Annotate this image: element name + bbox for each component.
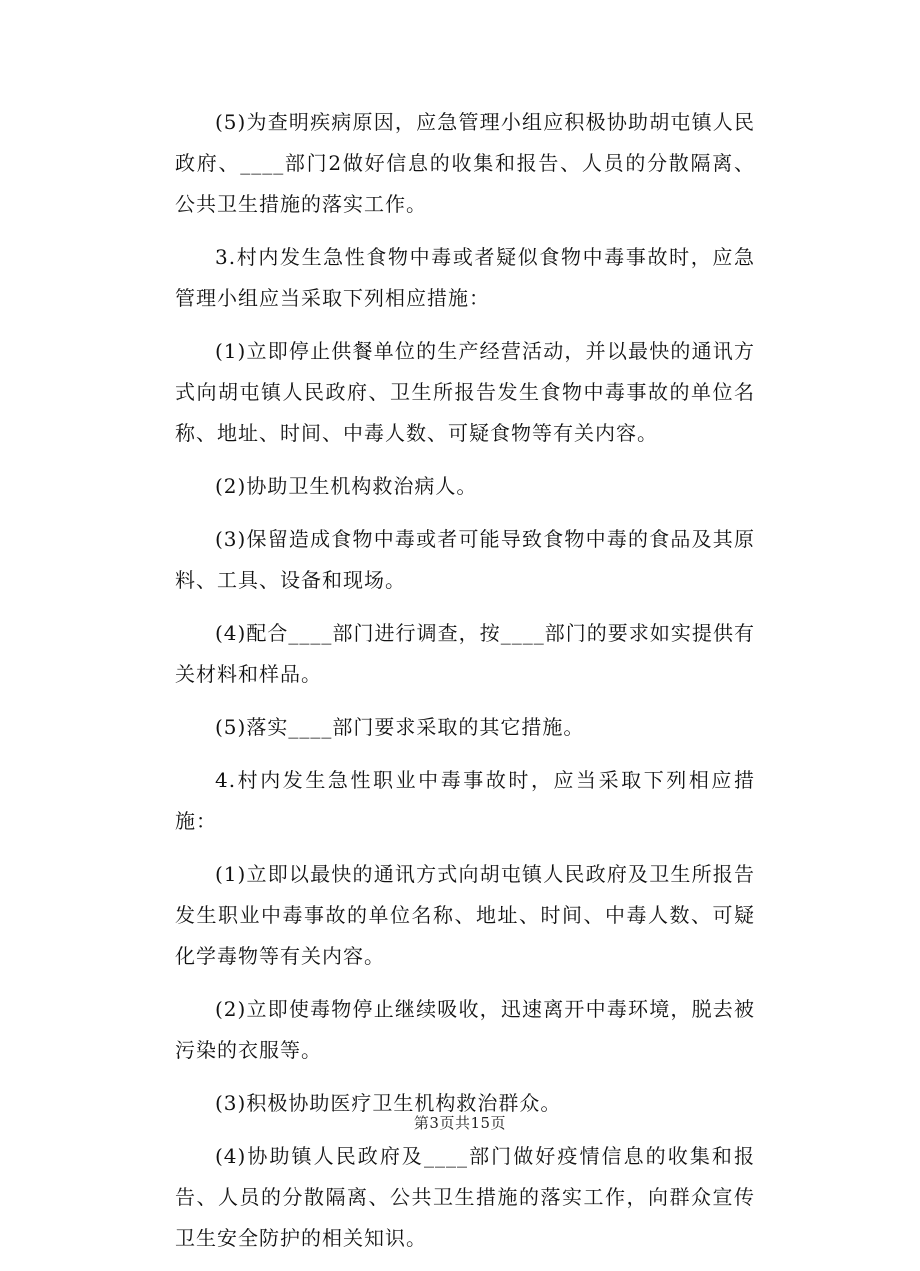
paragraph: (2)协助卫生机构救治病人。 (215, 474, 478, 498)
paragraph: (5)落实____部门要求采取的其它措施。 (215, 715, 585, 739)
paragraph: (5)为查明疾病原因，应急管理小组应积极协助胡屯镇人民政府、____部门2做好信息的收集和报告、人员的分散隔离、公共卫生措施的落实工作。 (175, 110, 755, 216)
paragraph: (4)协助镇人民政府及____部门做好疫情信息的收集和报告、人员的分散隔离、公共卫生措施的落实工作，向群众宣传卫生安全防护的相关知识。 (175, 1144, 755, 1250)
paragraph: 4.村内发生急性职业中毒事故时，应当采取下列相应措施： (175, 768, 755, 833)
page-number: 第3页共15页 (413, 1114, 507, 1132)
paragraph: (3)保留造成食物中毒或者可能导致食物中毒的食品及其原料、工具、设备和现场。 (175, 527, 755, 592)
paragraph: (4)配合____部门进行调查，按____部门的要求如实提供有关材料和样品。 (175, 621, 755, 686)
paragraph: (1)立即停止供餐单位的生产经营活动，并以最快的通讯方式向胡屯镇人民政府、卫生所报告发生食物中毒事故的单位名称、地址、时间、中毒人数、可疑食物等有关内容。 (175, 339, 755, 445)
document-body (175, 102, 755, 1271)
paragraph: (3)积极协助医疗卫生机构救治群众。 (215, 1091, 562, 1115)
paragraph: (2)立即使毒物停止继续吸收，迅速离开中毒环境，脱去被污染的衣服等。 (175, 997, 755, 1062)
paragraph: 3.村内发生急性食物中毒或者疑似食物中毒事故时，应急管理小组应当采取下列相应措施： (175, 245, 755, 310)
paragraph: (1)立即以最快的通讯方式向胡屯镇人民政府及卫生所报告发生职业中毒事故的单位名称、地址、时间、中毒人数、可疑化学毒物等有关内容。 (175, 862, 755, 968)
